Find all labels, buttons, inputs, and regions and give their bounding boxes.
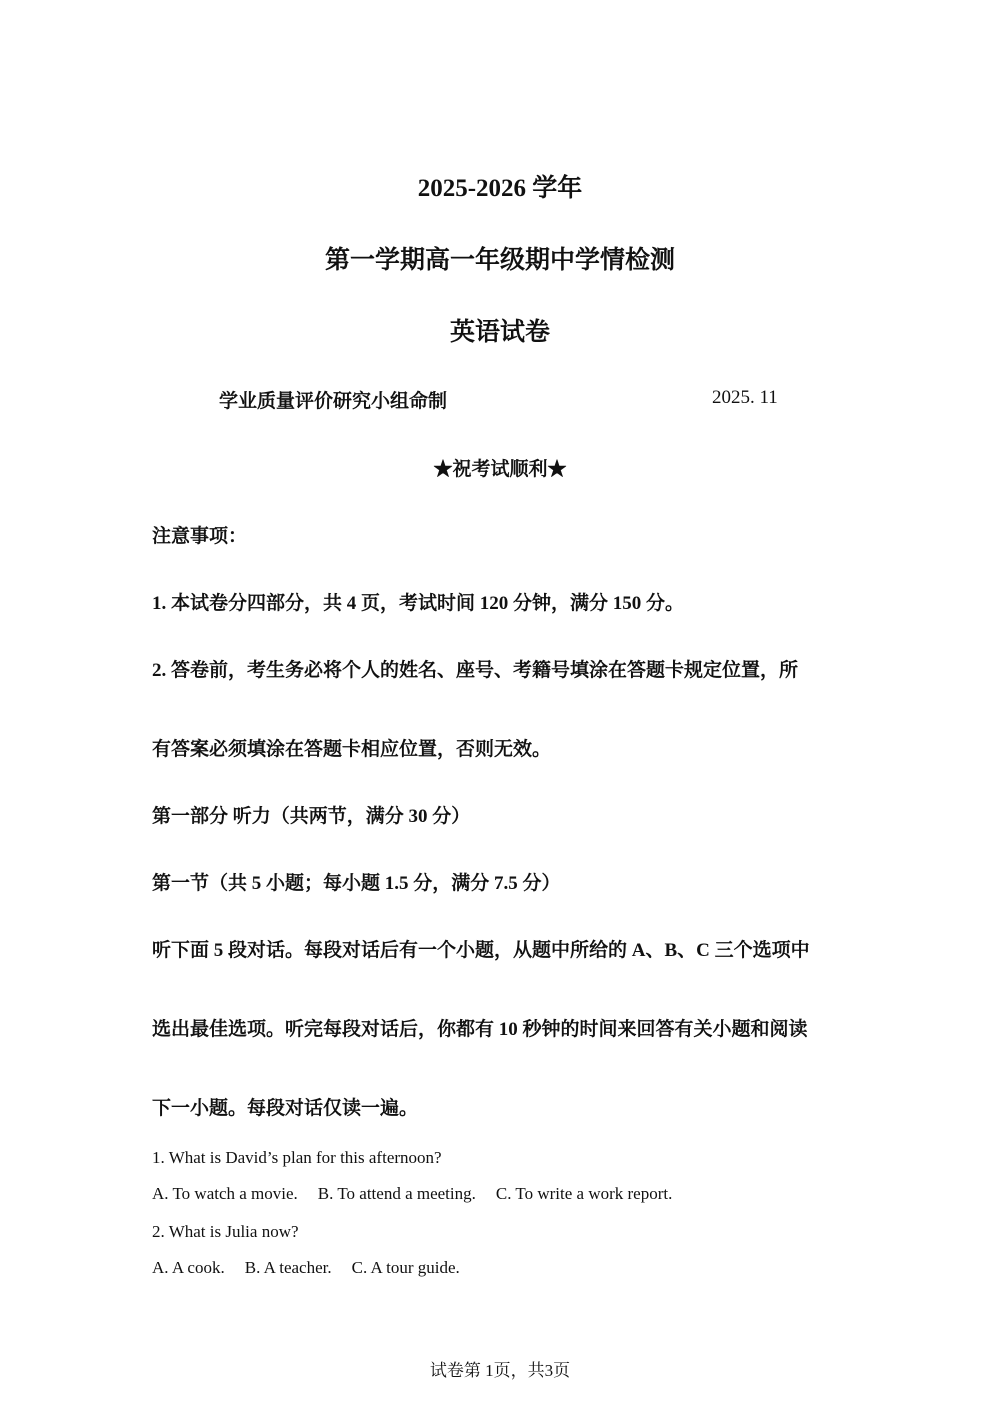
section-one-heading: 第一节（共 5 小题；每小题 1.5 分，满分 7.5 分） [152, 873, 561, 894]
exam-author: 学业质量评价研究小组命制 [219, 391, 448, 412]
good-luck-wish: ★祝考试顺利★ [433, 459, 567, 480]
option-a: A. To watch a movie. [152, 1184, 298, 1203]
question-stem: 1. What is David’s plan for this afternoon? [152, 1148, 442, 1167]
option-b: B. To attend a meeting. [317, 1184, 476, 1203]
notes-item-2-line-2: 有答案必须填涂在答题卡相应位置，否则无效。 [152, 739, 552, 760]
exam-subject-title: 英语试卷 [449, 319, 550, 346]
notes-heading: 注意事项： [152, 526, 248, 547]
instruction-line-2: 选出最佳选项。听完每段对话后，你都有 10 秒钟的时间来回答有关小题和阅读 [152, 1019, 808, 1040]
option-c: C. A tour guide. [351, 1258, 460, 1277]
question-options [152, 1184, 692, 1204]
notes-item-2-line-1: 2. 答卷前，考生务必将个人的姓名、座号、考籍号填涂在答题卡规定位置，所 [152, 660, 799, 681]
option-c: C. To write a work report. [495, 1184, 673, 1203]
instruction-line-1: 听下面 5 段对话。每段对话后有一个小题，从题中所给的 A、B、C 三个选项中 [152, 940, 810, 961]
page-footer: 试卷第 1页，共3页 [429, 1361, 571, 1380]
question-stem: 2. What is Julia now? [152, 1222, 299, 1241]
question-options [152, 1258, 480, 1278]
notes-item-1: 1. 本试卷分四部分，共 4 页，考试时间 120 分钟，满分 150 分。 [152, 593, 685, 614]
exam-year-title: 2025-2026 学年 [417, 175, 583, 202]
option-a: A. A cook. [152, 1258, 225, 1277]
exam-name-title: 第一学期高一年级期中学情检测 [324, 247, 675, 274]
part-one-heading: 第一部分 听力（共两节，满分 30 分） [152, 806, 471, 827]
option-b: B. A teacher. [244, 1258, 332, 1277]
exam-date: 2025. 11 [712, 387, 778, 408]
instruction-line-3: 下一小题。每段对话仅读一遍。 [152, 1098, 419, 1119]
